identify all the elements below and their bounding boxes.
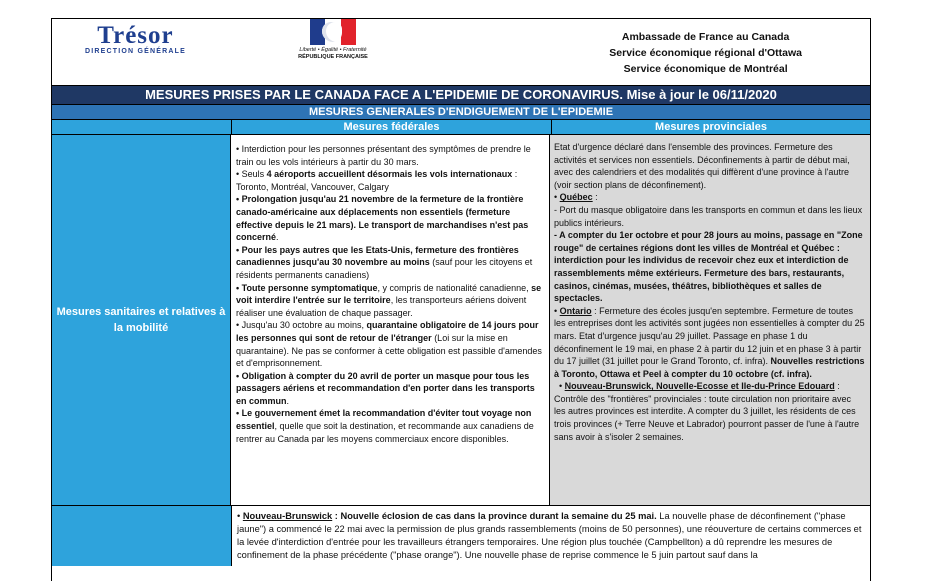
- row-label: Mesures sanitaires et relatives à la mobilité: [52, 135, 231, 505]
- federal-item: • Prolongation jusqu'au 21 novembre de la fermeture de la frontière canado-américaine aux déplacements non essentiels (fermeture effective depuis le 21 mars). Le transport de marchandises n'est pas concerné.: [236, 194, 529, 243]
- table-header: [52, 120, 870, 135]
- table-row: [52, 135, 870, 506]
- letterhead: [52, 19, 870, 86]
- section-title: MESURES GENERALES D'ENDIGUEMENT DE L'EPIDEMIE: [52, 105, 870, 120]
- quebec-heading: • Québec :: [554, 192, 598, 203]
- quebec-item: - Port du masque obligatoire dans les transports en commun et dans les lieux publics intérieurs.: [554, 204, 863, 228]
- embassy-block: [609, 29, 802, 77]
- header-provincial: Mesures provinciales: [655, 121, 767, 133]
- federal-item: • Jusqu'au 30 octobre au moins, quarantaine obligatoire de 14 jours pour les personnes qui sont de retour de l'étranger (Loi sur la mise en quarantaine). Ne pas se conformer à cette obligation est passible d'amendes et d'emprisonnement.: [236, 320, 542, 369]
- logo-subtitle: DIRECTION GÉNÉRALE: [85, 48, 186, 55]
- document-title: MESURES PRISES PAR LE CANADA FACE A L'EPIDEMIE DE CORONAVIRUS. Mise à jour le 06/11/2020: [52, 86, 870, 105]
- flag-icon: [310, 19, 356, 45]
- federal-item: • Seuls 4 aéroports accueillent désormais les vols internationaux : Toronto, Montréal, Vancouver, Calgary: [236, 169, 518, 192]
- embassy-line-2: Service économique régional d'Ottawa: [609, 47, 802, 59]
- row-label: [52, 506, 232, 566]
- federal-item: • Le gouvernement émet la recommandation d'éviter tout voyage non essentiel, quelle que soit la destination, et recommande aux canadiens de rentrer au Canada par les moyens commerciaux encore disponibles.: [236, 408, 534, 444]
- provincial-measures-cell: [550, 135, 870, 505]
- marianne-logo: [298, 19, 368, 61]
- logo-word: Trésor: [97, 22, 174, 49]
- atlantic-item: • Nouveau-Brunswick, Nouvelle-Ecosse et Ile-du-Prince Edouard : Contrôle des "frontières" provinciales : toute circulation non prioritaire avec les autres provinces est interdite. A compter du 3 juillet, les résidents de ces trois provinces (+ Terre Neuve et Labrador) pourront passer de l'une à l'autre sans avoir à s'isoler 2 semaines.: [554, 381, 860, 442]
- federal-measures-cell: [231, 135, 550, 505]
- quebec-item: - A compter du 1er octobre et pour 28 jours au moins, passage en "Zone rouge" de certaines régions dont les villes de Montréal et Québec : interdiction pour les individus de recevoir chez eux et interdiction de rassemblements même extérieurs. Fermeture des bars, restaurants, casinos, cinémas, musées, théâtres, bibliothèques et salles de spectacles.: [554, 230, 863, 304]
- document-page: [51, 18, 871, 581]
- embassy-line-3: Service économique de Montréal: [623, 63, 788, 75]
- provincial-detail-cell: • Nouveau-Brunswick : Nouvelle éclosion de cas dans la province durant la semaine du 25 mai. La nouvelle phase de déconfinement ("phase jaune") a commencé le 22 mai avec la permission de plus grands rassemblements (moins de 50 personnes), une réouverture de certains commerces et la levée d'interdiction d'entrée pour les travailleurs étrangers temporaires. Une région plus touchée (Campbellton) a dû reprendre les mesures de confinement de la phase précédente ("phase orange"). Une nouvelle phase de reprise commence le 5 juin partout sauf dans la: [237, 511, 862, 560]
- federal-item: • Toute personne symptomatique, y compris de nationalité canadienne, se voit interdire l'entrée sur le territoire, les transporteurs aériens doivent réaliser une évaluation de chaque passager.: [236, 282, 542, 318]
- table-row: [52, 506, 870, 566]
- federal-item: • Pour les pays autres que les Etats-Unis, fermeture des frontières canadiennes jusqu'au 30 novembre au moins (sauf pour les citoyens et résidents permanents canadiens): [236, 244, 533, 280]
- embassy-line-1: Ambassade de France au Canada: [621, 31, 790, 43]
- tresor-logo: [85, 23, 186, 55]
- federal-item: • Interdiction pour les personnes présentant des symptômes de prendre le train ou les vols intérieurs à partir du 30 mars.: [236, 144, 531, 167]
- logo-republic: RÉPUBLIQUE FRANÇAISE: [298, 54, 368, 60]
- provincial-intro: Etat d'urgence déclaré dans l'ensemble des provinces. Fermeture des activités et services non essentiels. Déconfinements à partir de début mai, avec des calendriers et des modalités qui diffèrent d'une province à l'autre (voir section plans de déconfinement).: [554, 142, 850, 190]
- ontario-item: • Ontario : Fermeture des écoles jusqu'en septembre. Fermeture de toutes les entreprises dont les activités sont jugées non essentielles à compter du 25 mars. Etat d'urgence jusqu'au 29 juillet. Passage en phase 1 du déconfinement le 19 mai, en phase 2 à partir du 12 juin et en phase 3 à partir du 17 juillet (31 juillet pour le Grand Toronto, cf. infra). Nouvelles restrictions à Toronto, Ottawa et Peel à compter du 10 octobre (cf. infra).: [554, 305, 865, 379]
- federal-item: • Obligation à compter du 20 avril de porter un masque pour tous les passagers aériens et recommandation d'en porter dans les transports en commun.: [236, 370, 535, 406]
- header-blank-cell: [52, 120, 232, 134]
- header-federal: Mesures fédérales: [232, 120, 552, 134]
- logo-motto: Liberté • Égalité • Fraternité: [299, 47, 367, 53]
